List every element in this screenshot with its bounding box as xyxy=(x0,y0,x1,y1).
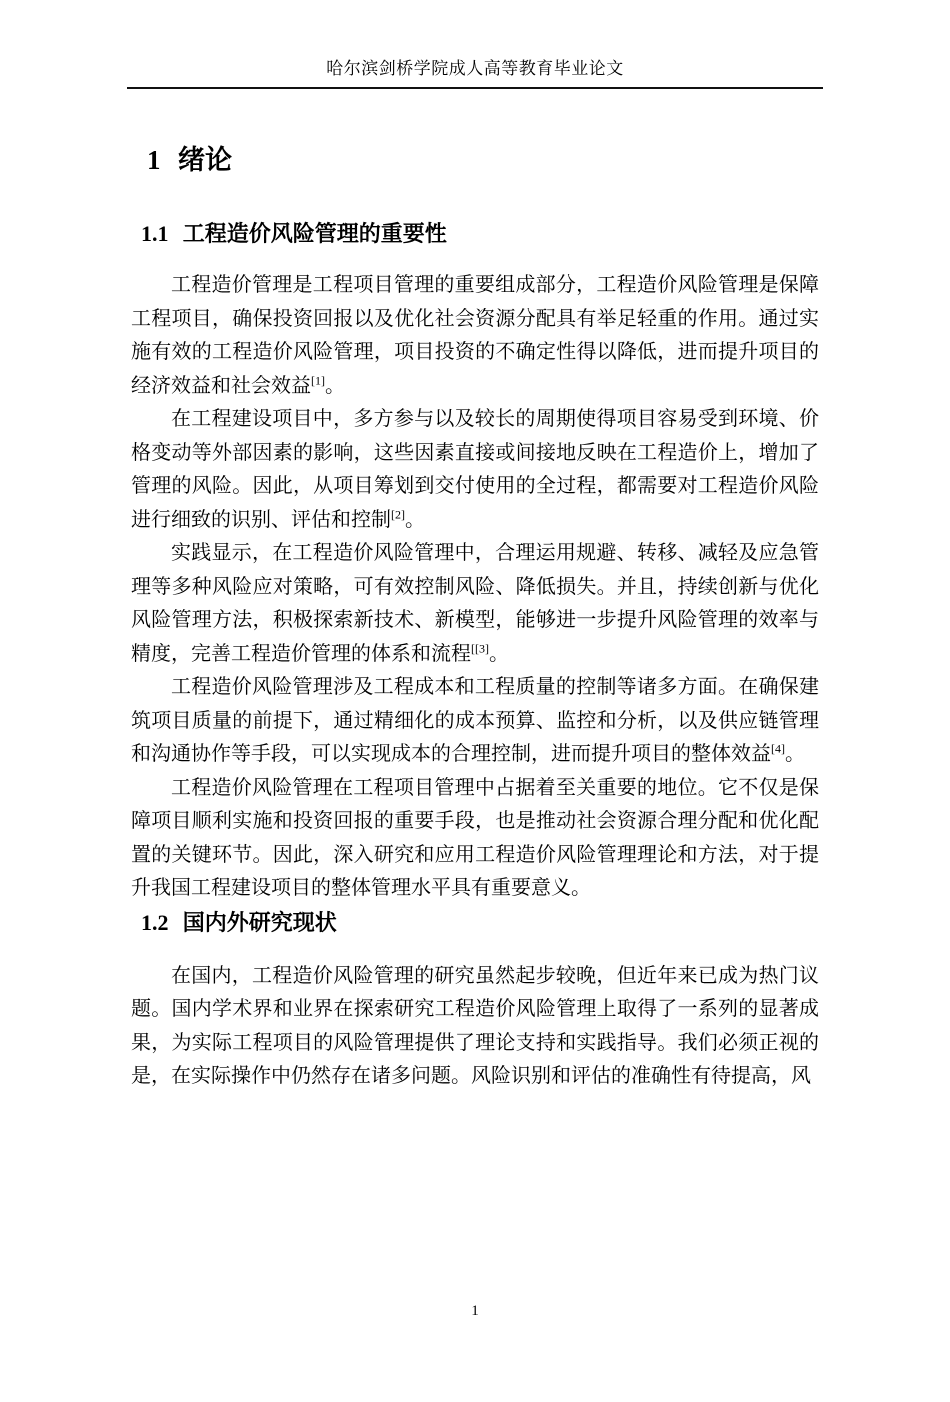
section-1-1-body xyxy=(131,269,819,906)
paragraph-text: 工程造价管理是工程项目管理的重要组成部分，工程造价风险管理是保障工程项目，确保投资回报以及优化社会资源分配具有举足轻重的作用。通过实施有效的工程造价风险管理，项目投资的不确定性得以降低，进而提升项目的经济效益和社会效益 xyxy=(131,274,819,397)
citation-ref: [[3] xyxy=(471,640,489,655)
paragraph xyxy=(131,403,819,537)
page-header xyxy=(127,58,823,89)
chapter-title: 绪论 xyxy=(178,145,233,175)
page-number: 1 xyxy=(471,1303,479,1319)
paragraph-text: 在工程建设项目中，多方参与以及较长的周期使得项目容易受到环境、价格变动等外部因素的影响，这些因素直接或间接地反映在工程造价上，增加了管理的风险。因此，从项目筹划到交付使用的全过程，都需要对工程造价风险进行细致的识别、评估和控制 xyxy=(131,408,819,531)
paragraph-text: 在国内，工程造价风险管理的研究虽然起步较晚，但近年来已成为热门议题。国内学术界和业界在探索研究工程造价风险管理上取得了一系列的显著成果，为实际工程项目的风险管理提供了理论支持和实践指导。我们必须正视的是，在实际操作中仍然存在诸多问题。风险识别和评估的准确性有待提高，风 xyxy=(131,964,819,1087)
paragraph-tail: 。 xyxy=(785,743,805,765)
paragraph-text: 工程造价风险管理在工程项目管理中占据着至关重要的地位。它不仅是保障项目顺利实施和投资回报的重要手段，也是推动社会资源合理分配和优化配置的关键环节。因此，深入研究和应用工程造价风险管理理论和方法，对于提升我国工程建设项目的整体管理水平具有重要意义。 xyxy=(131,776,819,899)
section-number: 1.2 xyxy=(141,909,169,935)
section-heading-1-2 xyxy=(131,908,819,938)
citation-ref: [1] xyxy=(311,372,325,387)
paragraph-tail: 。 xyxy=(405,508,425,531)
paragraph-text: 实践显示，在工程造价风险管理中，合理运用规避、转移、减轻及应急管理等多种风险应对策略，可有效控制风险、降低损失。并且，持续创新与优化风险管理方法，积极探索新技术、新模型，能够进一步提升风险管理的效率与精度，完善工程造价管理的体系和流程 xyxy=(131,542,819,665)
section-number: 1.1 xyxy=(141,221,169,246)
chapter-number: 1 xyxy=(147,145,161,175)
section-heading-1-1 xyxy=(131,219,819,249)
section-title: 国内外研究现状 xyxy=(182,909,337,935)
paragraph-tail: 。 xyxy=(325,374,345,397)
citation-ref: [2] xyxy=(391,506,405,521)
paragraph xyxy=(131,537,819,671)
section-title: 工程造价风险管理的重要性 xyxy=(182,221,447,246)
paragraph-text: 工程造价风险管理涉及工程成本和工程质量的控制等诸多方面。在确保建筑项目质量的前提下，通过精细化的成本预算、监控和分析，以及供应链管理和沟通协作等手段，可以实现成本的合理控制，进而提升项目的整体效益 xyxy=(131,676,819,765)
citation-ref: [4] xyxy=(771,741,785,756)
chapter-heading xyxy=(131,143,819,177)
document-page xyxy=(0,58,950,1402)
section-1-2-body xyxy=(131,960,819,1094)
paragraph xyxy=(131,269,819,403)
header-title: 哈尔滨剑桥学院成人高等教育毕业论文 xyxy=(326,59,624,78)
paragraph xyxy=(131,671,819,772)
paragraph-tail: 。 xyxy=(489,642,509,665)
paragraph xyxy=(131,960,819,1094)
paragraph xyxy=(131,772,819,906)
